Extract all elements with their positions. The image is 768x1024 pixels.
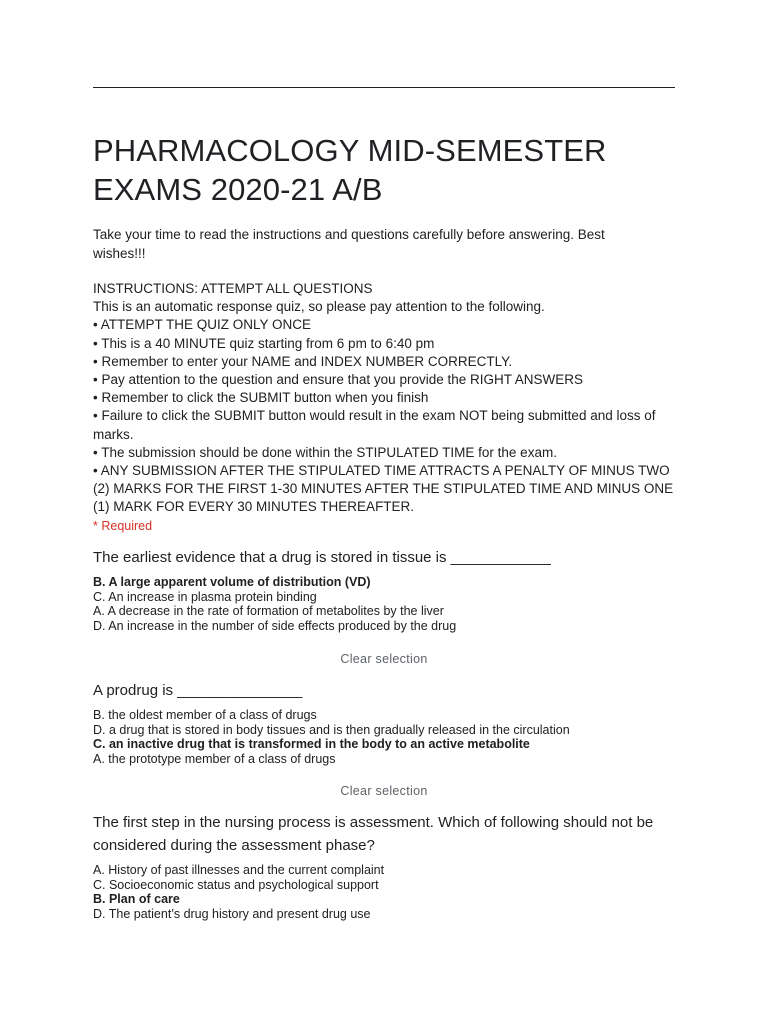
question-2 — [93, 679, 675, 767]
answer-option[interactable]: C. an inactive drug that is transformed in the body to an active metabolite — [93, 737, 530, 752]
answer-option[interactable]: D. An increase in the number of side effects produced by the drug — [93, 619, 457, 634]
answer-option[interactable]: A. A decrease in the rate of formation of metabolites by the liver — [93, 604, 444, 619]
instructions-line: • Remember to click the SUBMIT button when you finish — [93, 390, 429, 406]
question-text: The first step in the nursing process is assessment. Which of following should not be considered during the assessment phase? — [93, 814, 654, 854]
answer-option[interactable]: B. Plan of care — [93, 892, 180, 907]
instructions-line: • Remember to enter your NAME and INDEX NUMBER CORRECTLY. — [93, 353, 513, 369]
clear-selection-button[interactable]: Clear selection — [340, 652, 428, 666]
answer-option[interactable]: C. An increase in plasma protein binding — [93, 589, 317, 604]
required-note: * Required — [93, 519, 153, 533]
answer-options — [93, 708, 675, 767]
question-text: The earliest evidence that a drug is stored in tissue is ____________ — [93, 549, 551, 566]
instructions-line: • The submission should be done within the STIPULATED TIME for the exam. — [93, 444, 557, 460]
instructions-line: This is an automatic response quiz, so please pay attention to the following. — [93, 299, 545, 315]
instructions-line: • This is a 40 MINUTE quiz starting from 6 pm to 6:40 pm — [93, 335, 435, 351]
instructions-line: • ANY SUBMISSION AFTER THE STIPULATED TIME ATTRACTS A PENALTY OF MINUS TWO (2) MARKS FOR THE FIRST 1-30 MINUTES AFTER THE STIPULATED TIME AND MINUS ONE (1) MARK FOR EVERY 30 MINUTES THEREAFTER. — [93, 463, 674, 515]
answer-option[interactable]: B. A large apparent volume of distribution (VD) — [93, 575, 371, 589]
header-divider — [93, 87, 675, 88]
instructions-block — [93, 280, 675, 517]
instructions-line: • Failure to click the SUBMIT button would result in the exam NOT being submitted and loss of marks. — [93, 408, 656, 442]
answer-option[interactable]: A. History of past illnesses and the current complaint — [93, 863, 385, 877]
answer-option[interactable]: D. a drug that is stored in body tissues and is then gradually released in the circulation — [93, 722, 570, 737]
answer-option[interactable]: D. The patient’s drug history and present drug use — [93, 907, 371, 922]
form-title: PHARMACOLOGY MID-SEMESTER EXAMS 2020-21 A/B — [93, 133, 607, 207]
form-intro: Take your time to read the instructions and questions carefully before answering. Best wishes!!! — [93, 227, 605, 261]
question-3 — [93, 811, 675, 922]
question-text: A prodrug is _______________ — [93, 682, 303, 699]
answer-option[interactable]: A. the prototype member of a class of drugs — [93, 752, 336, 767]
instructions-line: • Pay attention to the question and ensure that you provide the RIGHT ANSWERS — [93, 372, 584, 388]
clear-selection-button[interactable]: Clear selection — [340, 784, 428, 798]
answer-option[interactable]: B. the oldest member of a class of drugs — [93, 708, 317, 722]
answer-options — [93, 863, 675, 922]
answer-options — [93, 575, 675, 634]
instructions-heading: INSTRUCTIONS: ATTEMPT ALL QUESTIONS — [93, 281, 373, 296]
instructions-line: • ATTEMPT THE QUIZ ONLY ONCE — [93, 317, 312, 333]
answer-option[interactable]: C. Socioeconomic status and psychological support — [93, 877, 379, 892]
question-1 — [93, 546, 675, 634]
